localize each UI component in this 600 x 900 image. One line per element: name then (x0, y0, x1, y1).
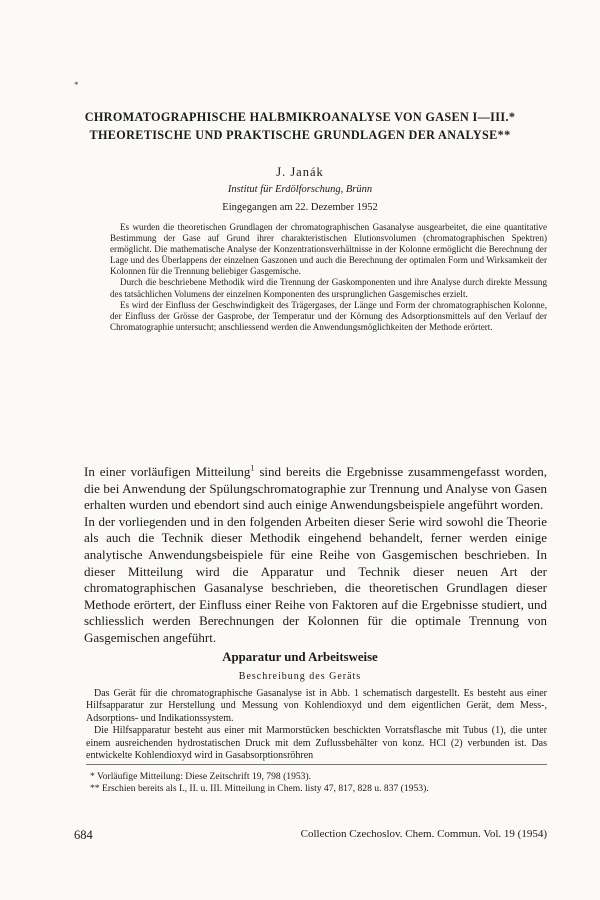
abstract-paragraph-3: Es wird der Einfluss der Geschwindigkeit des Trägergases, der Länge und Form der chromatographischen Kolonne, der Einfluss der Grösse der Gasprobe, der Temperatur und der Körnung des Adsorptionsmittels auf den Verlauf der Chromatographie untersucht; anschliessend werden die Anwendungsmöglichkeiten der Methode erörtert. (110, 299, 547, 332)
received-date: Eingegangen am 22. Dezember 1952 (222, 202, 378, 213)
title-line-2: THEORETISCHE UND PRAKTISCHE GRUNDLAGEN DER ANALYSE** (89, 128, 511, 142)
abstract (110, 222, 547, 333)
body-paragraph-1: Das Gerät für die chromatographische Gasanalyse ist in Abb. 1 schematisch dargestellt. Es besteht aus einer Hilfsapparatur zur Herstellung und Messung von Kohlendioxyd und dem eigentlichen Gerät, dem Mess-, Adsorptions- und Indikationssystem. (86, 688, 547, 724)
intro-paragraph-2: In der vorliegenden und in den folgenden Arbeiten dieser Serie wird sowohl die Theorie als auch die Technik dieser Methodik eingehend behandelt, ferner werden einige analytische Anwendungsbeispiele für eine Reihe von Gasgemischen beschrieben. In dieser Mitteilung wird die Apparatur und Technik dieser neuen Art der chromatographischen Gasanalyse beschrieben, die theoretischen Grundlagen dieser Methode erörtert, der Einfluss einer Reihe von Faktoren auf die Ergebnisse studiert, und schliesslich werden Berechnungen der Kolonnen für die optimale Trennung von Gasgemischen angeführt. (84, 513, 547, 645)
page-number: 684 (74, 828, 93, 842)
intro-paragraph-1 (84, 464, 547, 514)
footnote-1: * Vorläufige Mitteilung: Diese Zeitschrift 19, 798 (1953). (90, 771, 312, 782)
body-paragraph-2: Die Hilfsapparatur besteht aus einer mit Marmorstücken beschickten Vorratsflasche mit Tubus (1), die unter einem ausreichenden hydrostatischen Druck mit dem Zuflussbehälter von konz. HCl (2) verbunden ist. Das entwickelte Kohlendioxyd wird in Gasabsorptionsröhren (86, 725, 547, 762)
footnote-reference-1: 1 (250, 463, 255, 473)
article-title (60, 108, 540, 144)
subsection-heading: Beschreibung des Geräts (238, 671, 362, 682)
footnotes (86, 771, 556, 796)
introduction (84, 464, 547, 647)
author-institute: Institut für Erdölforschung, Brünn (227, 184, 373, 195)
journal-citation: Collection Czechoslov. Chem. Commun. Vol. 19 (1954) (300, 828, 547, 840)
stray-mark: * (74, 80, 79, 90)
footnote-2: ** Erschien bereits als I., II. u. III. Mitteilung in Chem. listy 47, 817, 828 u. 837 (1953). (90, 783, 429, 795)
intro-text-start: In einer vorläufigen Mitteilung (84, 464, 251, 479)
intro-text-end: sind bereits die Ergebnisse zusammengefasst worden, die bei Anwendung der Spülungschromatographie zur Trennung und Analyse von Gasen erhalten wurden und ebendort sind auch einige Anwendungsbeispiele angeführt worden. (84, 464, 547, 513)
abstract-paragraph-2: Durch die beschriebene Methodik wird die Trennung der Gaskomponenten und ihre Analyse durch direkte Messung des tatsächlichen Volumens der einzelnen Komponenten des ursprunglichen Gasgemisches erzielt. (110, 277, 547, 299)
title-line-1: CHROMATOGRAPHISCHE HALBMIKROANALYSE VON GASEN I—III.* (84, 110, 516, 124)
section-heading: Apparatur und Arbeitsweise (222, 650, 378, 664)
author-name: J. Janák (276, 165, 324, 179)
section-body (86, 688, 547, 762)
abstract-paragraph-1: Es wurden die theoretischen Grundlagen der chromatographischen Gasanalyse ausgearbeitet, die eine quantitative Bestimmung der Gase auf Grund ihrer charakteristischen Elutionsvolumen (chromatographischen Spektren) ermöglicht. Die mathematische Analyse der Konzentrationsverhältnisse in der Kolonne ermöglicht die Berechnung der Lage und des Überlappens der einzelnen Gaszonen und auch die Berechnung der optimalen Form und Wirksamkeit der Kolonnen für die Trennung beliebiger Gasgemische. (110, 222, 547, 277)
footnote-divider (86, 764, 547, 765)
